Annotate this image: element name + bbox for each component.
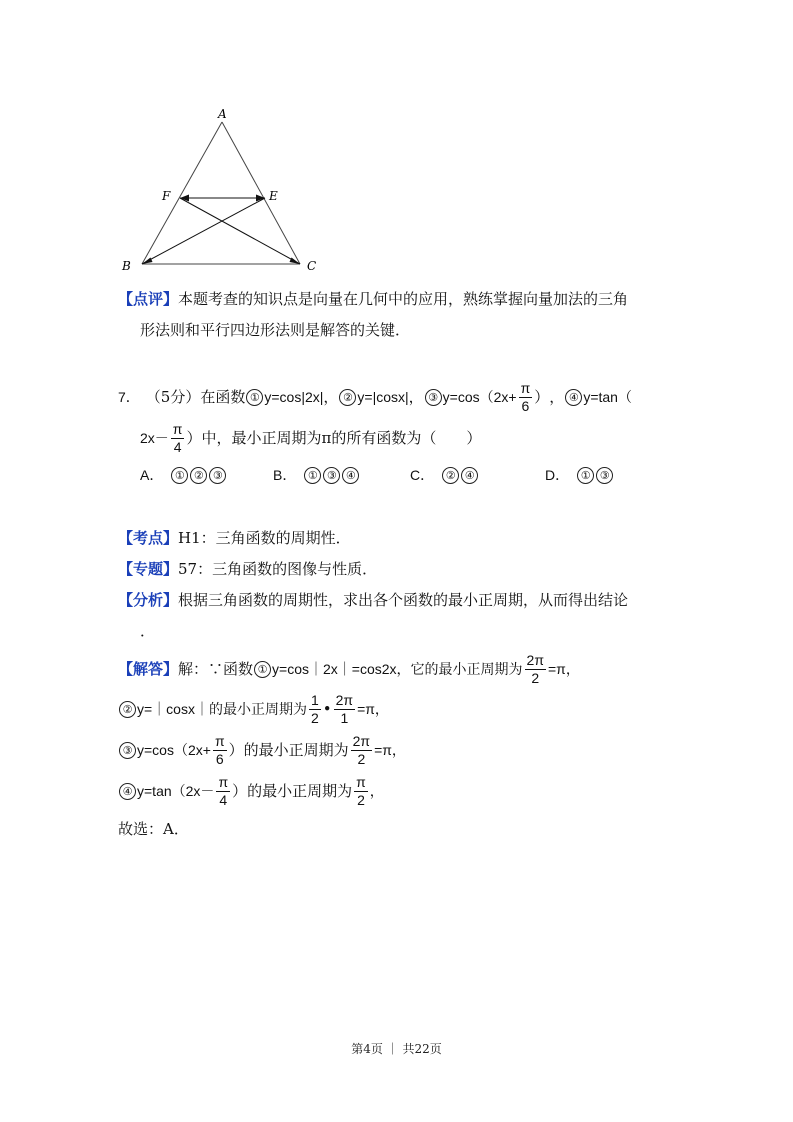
option-mark: ② (190, 467, 207, 484)
circled-three: ③ (425, 389, 442, 406)
fraction-1-2 (309, 692, 321, 727)
fenxi-text-2: ． (140, 622, 156, 640)
sep-1: ， (323, 388, 339, 406)
fraction-denominator: 4 (219, 791, 228, 808)
question-lead: 在函数 (200, 388, 246, 406)
jieda-text-1b: y=cos｜2x｜=cos2x，它的最小正周期为 (272, 661, 523, 677)
func-2: y=|cosx| (357, 389, 409, 405)
jieda-text-4-end: ， (369, 783, 384, 799)
fenxi-line-1 (118, 590, 628, 610)
question-line-1 (118, 380, 632, 414)
fenxi-text-1: 根据三角函数的周期性，求出各个函数的最小正周期，从而得出结论 (178, 591, 629, 609)
jieda-text-1a: 解：∵函数 (178, 660, 254, 678)
kaodian-tag: 【考点】 (118, 529, 179, 547)
review-line-1 (118, 289, 628, 309)
sep-3: ， (549, 388, 565, 406)
zhuanti-tag: 【专题】 (118, 560, 179, 578)
option-mark: ① (171, 467, 188, 484)
jieda-text-2a: y=｜cosx｜的最小正周期为 (137, 701, 307, 717)
page-number: 第4页 ｜ 共22页 (351, 1042, 442, 1056)
func-4-start: y=tan（ (583, 389, 632, 405)
review-text-1: 本题考查的知识点是向量在几何中的应用，熟练掌握向量加法的三角 (178, 290, 629, 308)
fraction-numerator: π (520, 379, 531, 396)
option-a[interactable] (140, 465, 227, 485)
fraction-numerator: 1 (310, 691, 319, 708)
fraction-pi-6 (213, 733, 227, 768)
review-text-2: 形法则和平行四边形法则是解答的关键． (140, 321, 411, 339)
option-label: A． (140, 467, 164, 483)
fraction-2pi-1 (334, 692, 355, 727)
jieda-text-4b: ）的最小正周期为 (232, 782, 353, 800)
fraction-2pi-2 (525, 652, 546, 687)
func-3-end: ） (534, 388, 550, 406)
fraction-denominator: 2 (531, 669, 540, 686)
conclusion-text: 故选：A． (118, 820, 189, 838)
jieda-line-2 (118, 690, 389, 728)
circled-three: ③ (119, 742, 136, 759)
fraction-pi-4 (171, 421, 185, 456)
zhuanti-text: 57：三角函数的图像与性质． (178, 560, 378, 578)
fraction-pi-6 (519, 380, 533, 415)
triangle-figure (110, 100, 330, 280)
jieda-text-3-end: =π， (374, 742, 406, 758)
fenxi-tag: 【分析】 (118, 591, 179, 609)
func-3-start: y=cos（2x+ (442, 389, 517, 405)
conclusion-line (118, 819, 189, 839)
option-label: B． (273, 467, 297, 483)
label-e: E (269, 189, 278, 203)
jieda-tag: 【解答】 (118, 660, 179, 678)
label-f: F (162, 189, 171, 203)
jieda-text-3b: ）的最小正周期为 (228, 741, 349, 759)
jieda-text-3a: y=cos（2x+ (137, 742, 211, 758)
fraction-denominator: 4 (173, 438, 182, 455)
jieda-line-4 (118, 772, 384, 810)
fraction-denominator: 2 (310, 709, 319, 726)
option-label: D． (545, 467, 570, 483)
fraction-numerator: π (356, 773, 366, 790)
sep-2: ， (408, 388, 424, 406)
circled-four: ④ (119, 783, 136, 800)
func-4-arg: 2x－ (140, 430, 169, 446)
label-b: B (122, 259, 131, 273)
fraction-numerator: π (214, 732, 225, 749)
fraction-numerator: π (218, 773, 229, 790)
jieda-text-4a: y=tan（2x－ (137, 783, 215, 799)
fraction-numerator: 2π (526, 651, 544, 668)
question-number: 7． (118, 389, 140, 405)
question-line-2 (140, 420, 481, 456)
fraction-numerator: 2π (335, 691, 354, 708)
option-mark: ① (304, 467, 321, 484)
option-mark: ④ (342, 467, 359, 484)
multiply-dot: • (322, 700, 332, 718)
fraction-denominator: 2 (357, 750, 366, 767)
func-1: y=cos|2x| (264, 389, 324, 405)
fraction-denominator: 6 (215, 750, 224, 767)
fraction-denominator: 2 (357, 791, 365, 808)
option-label: C． (410, 467, 435, 483)
kaodian-line (118, 528, 351, 548)
page-footer (0, 1040, 793, 1057)
circled-one: ① (246, 389, 263, 406)
option-c[interactable] (410, 465, 479, 485)
fraction-pi-2 (354, 774, 368, 809)
circled-two: ② (339, 389, 356, 406)
option-mark: ③ (596, 467, 613, 484)
question-score: （5分） (145, 388, 201, 406)
question-stem-end: ）中，最小正周期为π的所有函数为（ ） (186, 429, 482, 447)
circled-one: ① (254, 661, 271, 678)
option-mark: ③ (209, 467, 226, 484)
jieda-text-1-end: =π， (547, 661, 580, 677)
fraction-numerator: 2π (352, 732, 371, 749)
label-a: A (218, 107, 227, 121)
review-line-2 (140, 320, 410, 340)
jieda-line-1 (118, 650, 580, 688)
option-mark: ③ (323, 467, 340, 484)
fraction-denominator: 1 (340, 709, 349, 726)
review-tag: 【点评】 (118, 290, 179, 308)
jieda-text-2-end: =π， (357, 701, 389, 717)
fraction-numerator: π (172, 420, 183, 437)
fenxi-line-2 (140, 621, 155, 641)
fraction-pi-4 (216, 774, 230, 809)
option-mark: ① (577, 467, 594, 484)
kaodian-text: H1：三角函数的周期性． (178, 529, 351, 547)
label-c: C (307, 259, 317, 273)
option-b[interactable] (273, 465, 360, 485)
zhuanti-line (118, 559, 377, 579)
circled-two: ② (119, 701, 136, 718)
option-mark: ④ (461, 467, 478, 484)
fraction-2pi-2 (351, 733, 372, 768)
fraction-denominator: 6 (521, 397, 530, 414)
option-d[interactable] (545, 465, 614, 485)
option-mark: ② (442, 467, 459, 484)
jieda-line-3 (118, 731, 406, 769)
circled-four: ④ (565, 389, 582, 406)
